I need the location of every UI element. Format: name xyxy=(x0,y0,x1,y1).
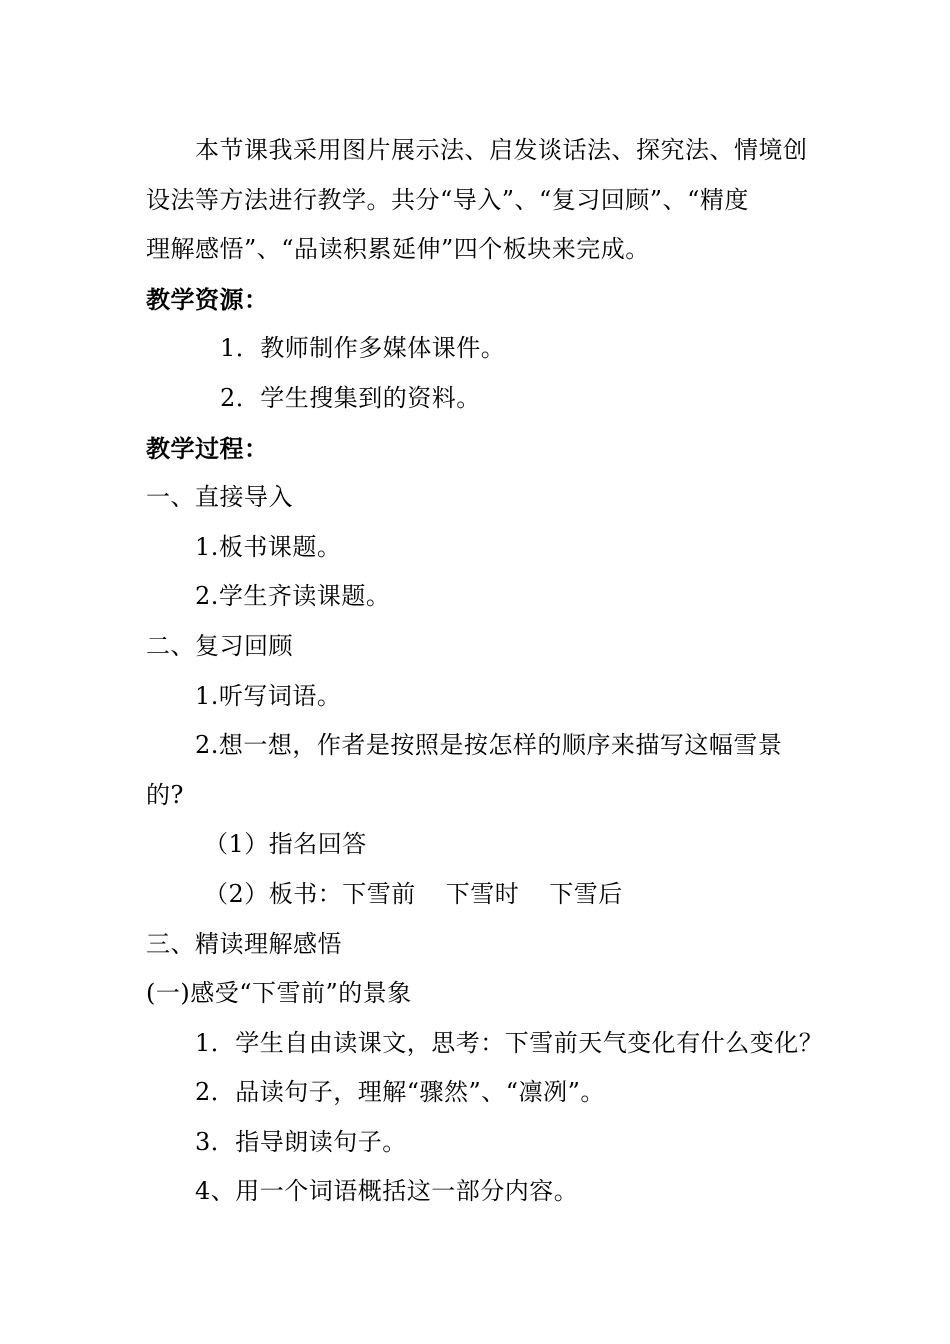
section3-item: 1．学生自由读课文，思考：下雪前天气变化有什么变化？ xyxy=(195,1028,824,1057)
section3-item: 4、用一个词语概括这一部分内容。 xyxy=(195,1177,579,1206)
intro-line: 本节课我采用图片展示法、启发谈话法、探究法、情境创 xyxy=(195,136,808,164)
process-heading: 教学过程： xyxy=(146,433,269,463)
section2-item: 1.听写词语。 xyxy=(195,681,342,710)
resource-item: 1．教师制作多媒体课件。 xyxy=(220,334,506,363)
section3-item: 3．指导朗读句子。 xyxy=(195,1127,407,1156)
board-label: （2）板书：下雪前 xyxy=(204,879,416,908)
intro-paragraph xyxy=(146,126,816,275)
section2-item: 2.想一想，作者是按照是按怎样的顺序来描写这幅雪景 xyxy=(195,731,783,760)
section3-item: 2．品读句子，理解“骤然”、“凛冽”。 xyxy=(195,1078,605,1107)
board-item: 下雪后 xyxy=(549,879,623,908)
intro-line: 设法等方法进行教学。共分“导入”、“复习回顾”、“精度 xyxy=(146,185,749,214)
resource-item: 2．学生搜集到的资料。 xyxy=(220,383,481,412)
section1-item: 1.板书课题。 xyxy=(195,532,342,561)
section3-subtitle: (一)感受“下雪前”的景象 xyxy=(146,979,412,1008)
section1-title: 一、直接导入 xyxy=(146,483,293,512)
section2-sub-item xyxy=(146,870,816,920)
section2-item-continued: 的? xyxy=(146,780,184,809)
board-item: 下雪时 xyxy=(445,879,520,908)
resources-heading: 教学资源： xyxy=(146,284,269,314)
section2-title: 二、复习回顾 xyxy=(146,631,293,660)
section2-sub-item: （1）指名回答 xyxy=(204,830,367,859)
document-content xyxy=(146,126,824,1217)
section3-title: 三、精读理解感悟 xyxy=(146,929,342,958)
section1-item: 2.学生齐读课题。 xyxy=(195,582,391,611)
intro-line: 理解感悟”、“品读积累延伸”四个板块来完成。 xyxy=(146,235,650,264)
